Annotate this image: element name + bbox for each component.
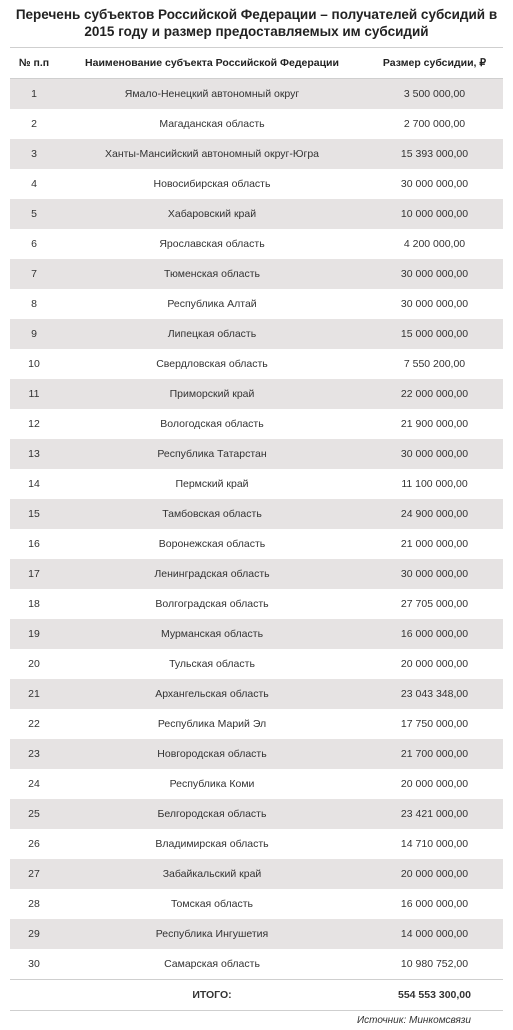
row-amount: 21 900 000,00 <box>366 409 503 439</box>
row-region: Архангельская область <box>58 679 366 709</box>
row-region: Магаданская область <box>58 109 366 139</box>
row-amount: 20 000 000,00 <box>366 649 503 679</box>
row-number: 15 <box>10 499 58 529</box>
table-row <box>10 949 503 980</box>
table-row <box>10 679 503 709</box>
table-row <box>10 619 503 649</box>
table-row <box>10 739 503 769</box>
row-region: Тульская область <box>58 649 366 679</box>
row-number: 24 <box>10 769 58 799</box>
row-number: 12 <box>10 409 58 439</box>
row-number: 23 <box>10 739 58 769</box>
row-region: Свердловская область <box>58 349 366 379</box>
row-number: 16 <box>10 529 58 559</box>
row-region: Ярославская область <box>58 229 366 259</box>
row-region: Хабаровский край <box>58 199 366 229</box>
row-amount: 23 043 348,00 <box>366 679 503 709</box>
table-row <box>10 769 503 799</box>
row-region: Владимирская область <box>58 829 366 859</box>
row-number: 11 <box>10 379 58 409</box>
row-region: Республика Коми <box>58 769 366 799</box>
table-row <box>10 529 503 559</box>
table-row <box>10 859 503 889</box>
table-header-row <box>10 48 503 79</box>
row-amount: 11 100 000,00 <box>366 469 503 499</box>
row-region: Ханты-Мансийский автономный округ-Югра <box>58 139 366 169</box>
header-amount: Размер субсидии, ₽ <box>366 48 503 79</box>
row-region: Белгородская область <box>58 799 366 829</box>
row-amount: 15 000 000,00 <box>366 319 503 349</box>
table-row <box>10 589 503 619</box>
row-region: Вологодская область <box>58 409 366 439</box>
table-row <box>10 889 503 919</box>
row-amount: 30 000 000,00 <box>366 169 503 199</box>
row-number: 7 <box>10 259 58 289</box>
table-row <box>10 379 503 409</box>
source-note: Источник: Минкомсвязи <box>357 1015 471 1026</box>
total-row <box>10 980 503 1011</box>
row-amount: 24 900 000,00 <box>366 499 503 529</box>
row-region: Ленинградская область <box>58 559 366 589</box>
row-region: Тамбовская область <box>58 499 366 529</box>
row-region: Забайкальский край <box>58 859 366 889</box>
table-row <box>10 319 503 349</box>
row-number: 4 <box>10 169 58 199</box>
total-empty-cell <box>10 980 58 1011</box>
row-number: 30 <box>10 949 58 980</box>
table-row <box>10 79 503 110</box>
row-amount: 30 000 000,00 <box>366 559 503 589</box>
row-number: 2 <box>10 109 58 139</box>
row-number: 22 <box>10 709 58 739</box>
table-row <box>10 229 503 259</box>
row-region: Волгоградская область <box>58 589 366 619</box>
row-number: 29 <box>10 919 58 949</box>
row-region: Тюменская область <box>58 259 366 289</box>
table-row <box>10 919 503 949</box>
row-region: Воронежская область <box>58 529 366 559</box>
row-number: 1 <box>10 79 58 110</box>
row-amount: 20 000 000,00 <box>366 769 503 799</box>
row-amount: 7 550 200,00 <box>366 349 503 379</box>
row-region: Приморский край <box>58 379 366 409</box>
row-region: Республика Ингушетия <box>58 919 366 949</box>
row-amount: 16 000 000,00 <box>366 889 503 919</box>
row-region: Республика Алтай <box>58 289 366 319</box>
row-region: Пермский край <box>58 469 366 499</box>
row-number: 13 <box>10 439 58 469</box>
row-amount: 17 750 000,00 <box>366 709 503 739</box>
table-row <box>10 409 503 439</box>
row-region: Новосибирская область <box>58 169 366 199</box>
row-region: Мурманская область <box>58 619 366 649</box>
row-number: 8 <box>10 289 58 319</box>
table-row <box>10 199 503 229</box>
row-amount: 21 700 000,00 <box>366 739 503 769</box>
row-number: 18 <box>10 589 58 619</box>
row-region: Республика Татарстан <box>58 439 366 469</box>
table-row <box>10 289 503 319</box>
row-amount: 30 000 000,00 <box>366 259 503 289</box>
row-region: Ямало-Ненецкий автономный округ <box>58 79 366 110</box>
row-amount: 30 000 000,00 <box>366 289 503 319</box>
title-line-2: 2015 году и размер предоставляемых им субсидий <box>84 24 429 39</box>
table-row <box>10 169 503 199</box>
row-region: Республика Марий Эл <box>58 709 366 739</box>
row-number: 14 <box>10 469 58 499</box>
row-number: 25 <box>10 799 58 829</box>
row-amount: 3 500 000,00 <box>366 79 503 110</box>
table-row <box>10 139 503 169</box>
row-number: 5 <box>10 199 58 229</box>
header-region: Наименование субъекта Российской Федерации <box>58 48 366 79</box>
row-region: Самарская область <box>58 949 366 980</box>
row-number: 6 <box>10 229 58 259</box>
subsidy-table <box>10 47 503 1011</box>
row-amount: 14 710 000,00 <box>366 829 503 859</box>
table-row <box>10 709 503 739</box>
row-amount: 23 421 000,00 <box>366 799 503 829</box>
row-region: Томская область <box>58 889 366 919</box>
row-amount: 20 000 000,00 <box>366 859 503 889</box>
table-row <box>10 109 503 139</box>
page-title <box>0 6 513 40</box>
table-row <box>10 499 503 529</box>
header-number: № п.п <box>10 48 58 79</box>
table-row <box>10 439 503 469</box>
row-amount: 10 000 000,00 <box>366 199 503 229</box>
row-number: 21 <box>10 679 58 709</box>
row-number: 19 <box>10 619 58 649</box>
row-amount: 14 000 000,00 <box>366 919 503 949</box>
row-number: 10 <box>10 349 58 379</box>
row-amount: 21 000 000,00 <box>366 529 503 559</box>
row-region: Липецкая область <box>58 319 366 349</box>
row-amount: 22 000 000,00 <box>366 379 503 409</box>
row-amount: 2 700 000,00 <box>366 109 503 139</box>
table-row <box>10 799 503 829</box>
table-row <box>10 469 503 499</box>
table-row <box>10 259 503 289</box>
total-label: ИТОГО: <box>58 980 366 1011</box>
row-amount: 30 000 000,00 <box>366 439 503 469</box>
row-number: 9 <box>10 319 58 349</box>
row-number: 26 <box>10 829 58 859</box>
row-number: 20 <box>10 649 58 679</box>
row-amount: 27 705 000,00 <box>366 589 503 619</box>
row-amount: 15 393 000,00 <box>366 139 503 169</box>
table-row <box>10 349 503 379</box>
title-line-1: Перечень субъектов Российской Федерации – получателей субсидий в <box>15 7 498 22</box>
row-number: 3 <box>10 139 58 169</box>
table-row <box>10 559 503 589</box>
row-number: 28 <box>10 889 58 919</box>
row-amount: 4 200 000,00 <box>366 229 503 259</box>
row-number: 27 <box>10 859 58 889</box>
row-amount: 16 000 000,00 <box>366 619 503 649</box>
table-row <box>10 829 503 859</box>
row-amount: 10 980 752,00 <box>366 949 503 980</box>
total-value: 554 553 300,00 <box>366 980 503 1011</box>
row-region: Новгородская область <box>58 739 366 769</box>
table-row <box>10 649 503 679</box>
row-number: 17 <box>10 559 58 589</box>
